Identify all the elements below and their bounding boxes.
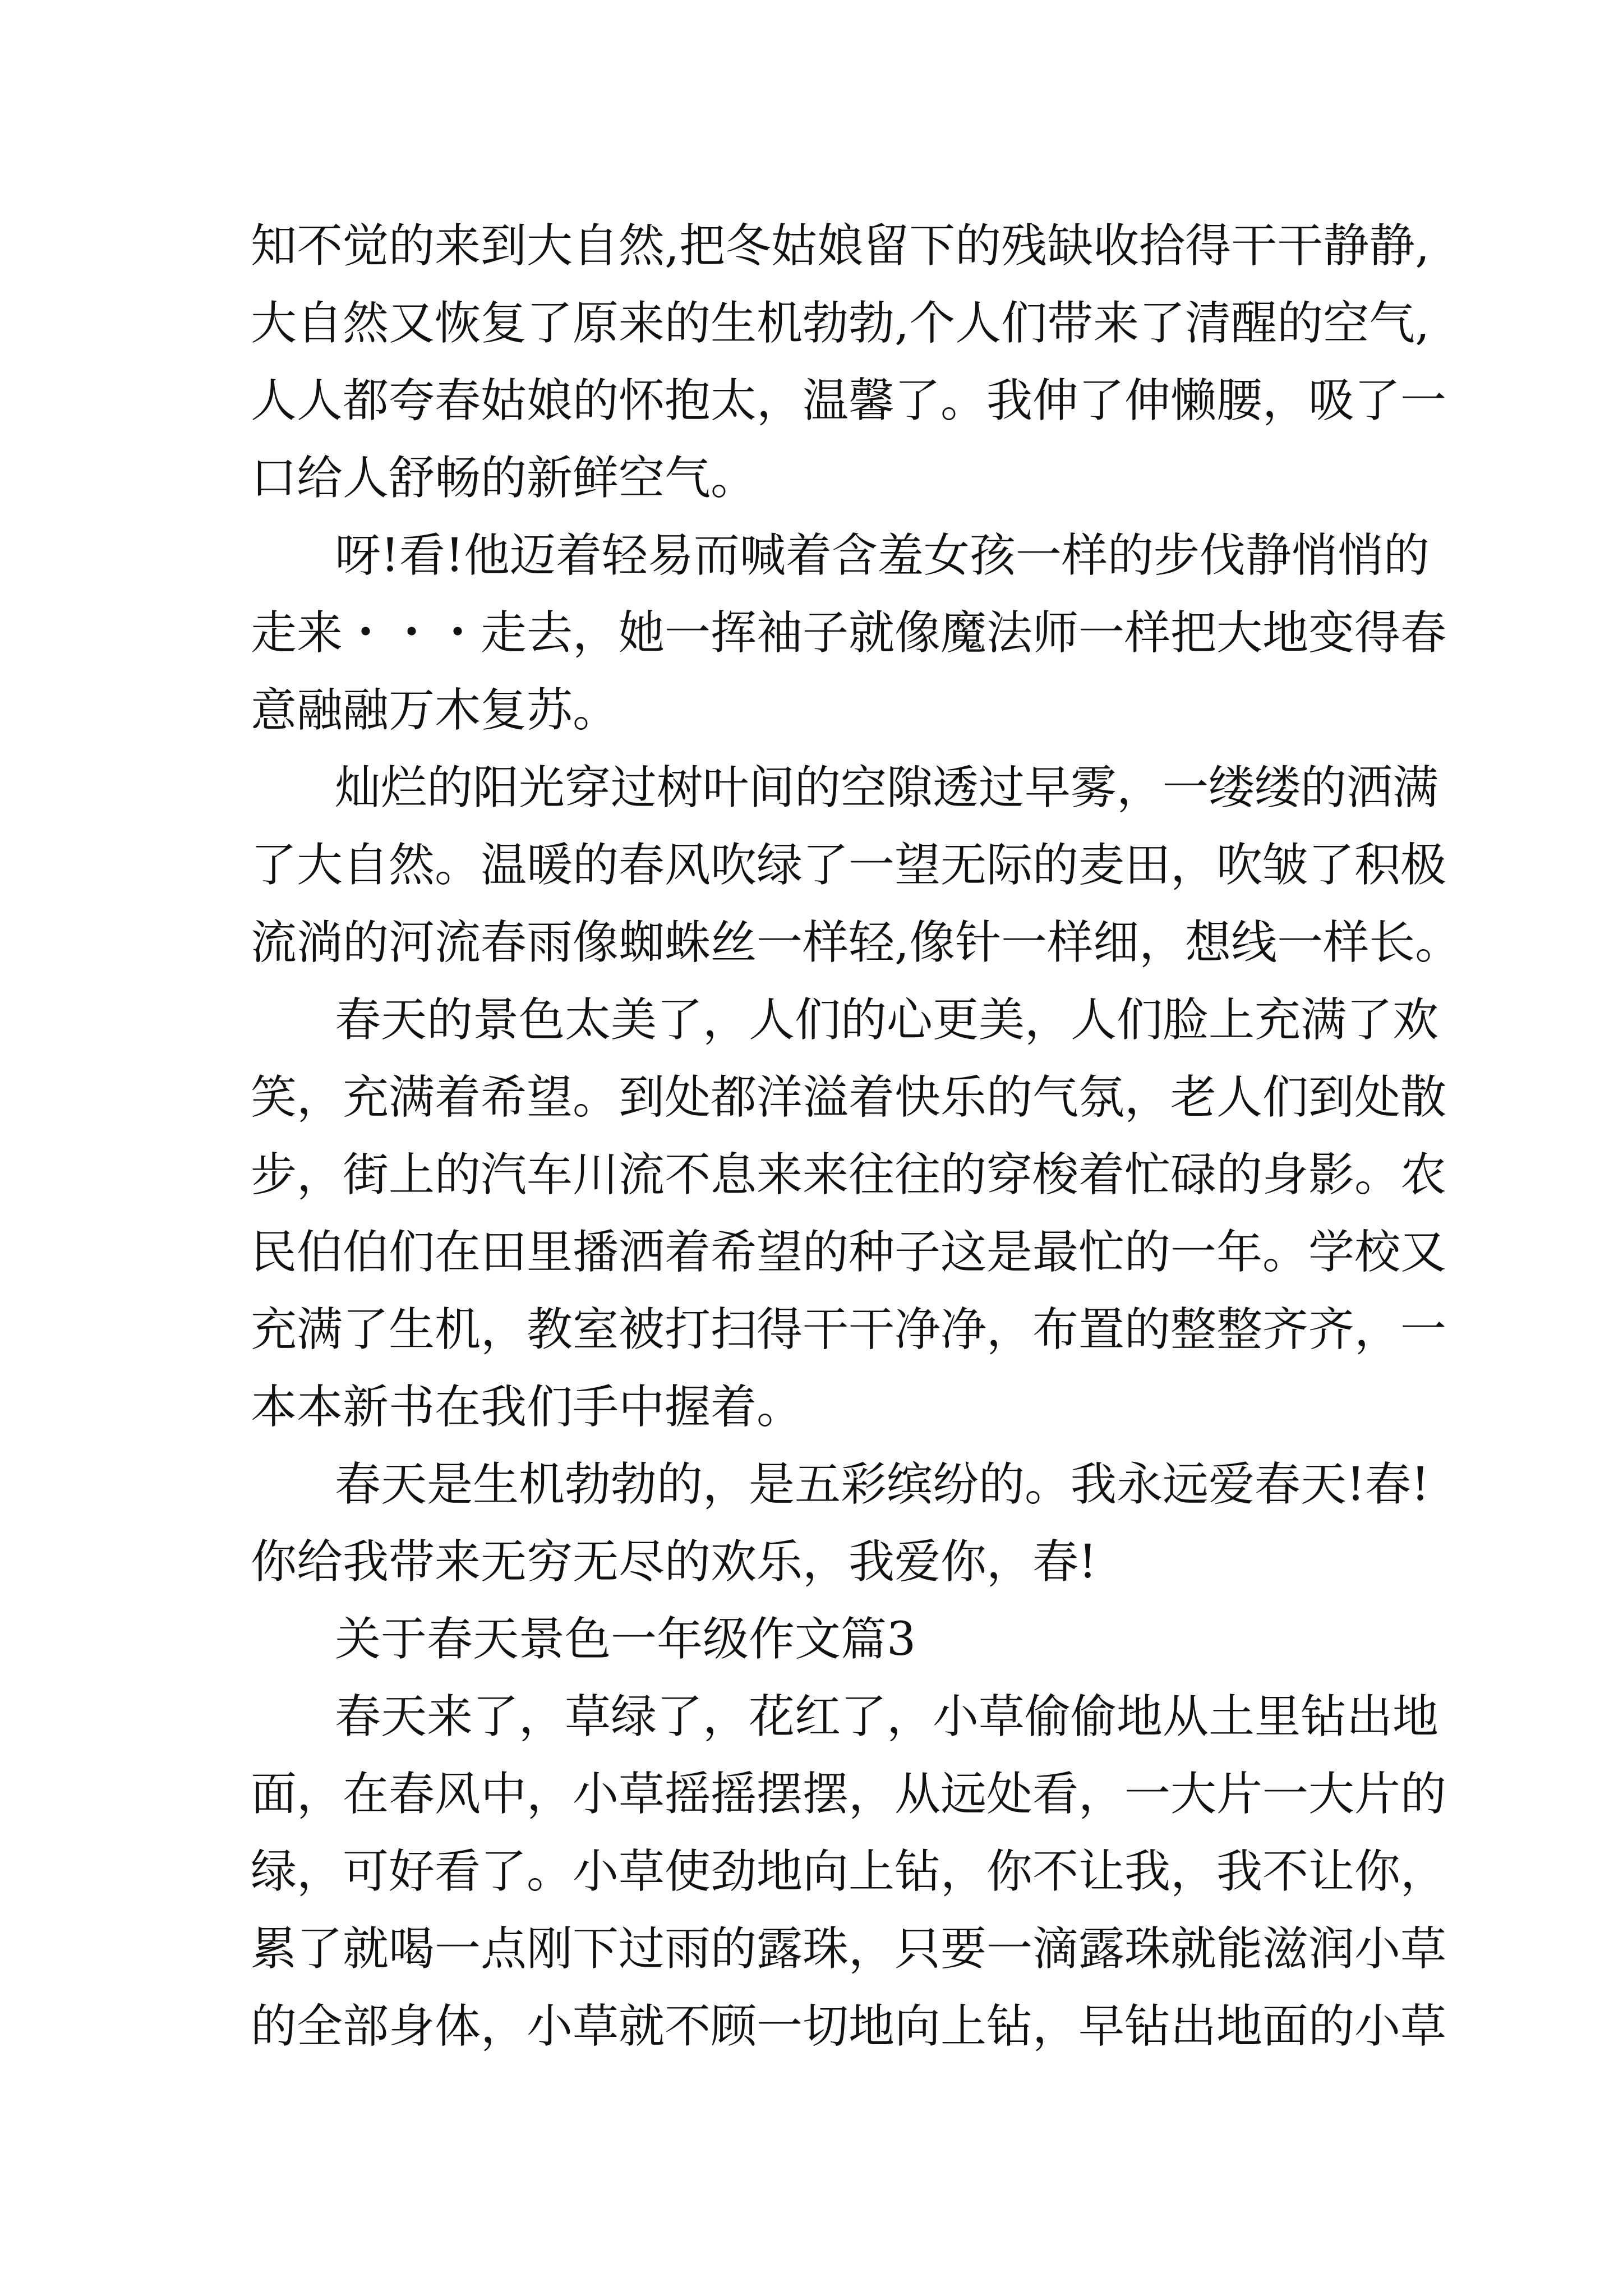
text-line: 大自然又恢复了原来的生机勃勃,个人们带来了清醒的空气,: [251, 297, 1430, 350]
section-heading: 关于春天景色一年级作文篇3: [335, 1613, 916, 1666]
text-line: 充满了生机，教室被打扫得干干净净，布置的整整齐齐，一: [251, 1303, 1447, 1356]
text-line: 了大自然。温暖的春风吹绿了一望无际的麦田，吹皱了积极: [251, 839, 1447, 892]
text-line: 面，在春风中，小草摇摇摆摆，从远处看，一大片一大片的: [251, 1768, 1447, 1821]
text-line: 灿烂的阳光穿过树叶间的空隙透过早雾，一缕缕的洒满: [335, 761, 1439, 815]
text-line: 的全部身体，小草就不顾一切地向上钻，早钻出地面的小草: [251, 2000, 1447, 2053]
text-line: 春天是生机勃勃的，是五彩缤纷的。我永远爱春天!春!: [335, 1458, 1430, 1511]
text-line: 呀!看!他迈着轻易而喊着含羞女孩一样的步伐静悄悄的: [335, 529, 1430, 582]
text-line: 你给我带来无穷无尽的欢乐，我爱你，春!: [251, 1535, 1097, 1589]
text-line: 步，街上的汽车川流不息来来往往的穿梭着忙碌的身影。农: [251, 1148, 1447, 1202]
text-line: 笑，充满着希望。到处都洋溢着快乐的气氛，老人们到处散: [251, 1071, 1447, 1124]
text-line: 累了就喝一点刚下过雨的露珠，只要一滴露珠就能滋润小草: [251, 1922, 1447, 1976]
text-line: 知不觉的来到大自然,把冬姑娘留下的残缺收拾得干干静静,: [251, 219, 1430, 273]
text-line: 春天来了，草绿了，花红了，小草偷偷地从土里钻出地: [335, 1690, 1439, 1743]
text-line: 人人都夸春姑娘的怀抱太，温馨了。我伸了伸懒腰，吸了一: [251, 374, 1447, 427]
text-line: 民伯伯们在田里播洒着希望的种子这是最忙的一年。学校又: [251, 1226, 1447, 1279]
text-line: 走来・・・走去，她一挥袖子就像魔法师一样把大地变得春: [251, 606, 1447, 660]
text-line: 意融融万木复苏。: [251, 684, 619, 737]
text-line: 春天的景色太美了，人们的心更美，人们脸上充满了欢: [335, 993, 1439, 1047]
body-text: [251, 208, 1461, 2065]
text-line: 绿，可好看了。小草使劲地向上钻，你不让我，我不让你，: [251, 1845, 1447, 1898]
text-line: 流淌的河流春雨像蜘蛛丝一样轻,像针一样细，想线一样长。: [251, 916, 1461, 969]
text-line: 本本新书在我们手中握着。: [251, 1381, 803, 1434]
text-line: 口给人舒畅的新鲜空气。: [251, 452, 757, 505]
